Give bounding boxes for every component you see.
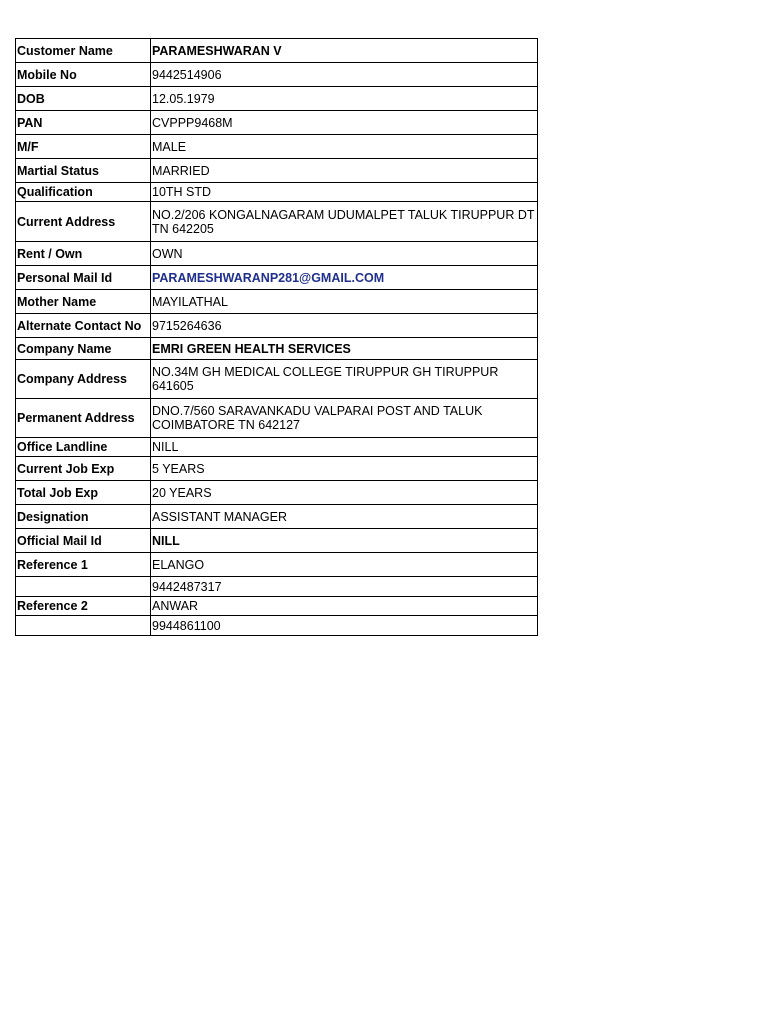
field-label: Mobile No bbox=[16, 63, 151, 87]
table-row bbox=[16, 159, 538, 183]
field-label: Qualification bbox=[16, 183, 151, 202]
field-label bbox=[16, 616, 151, 636]
table-row bbox=[16, 438, 538, 457]
table-row bbox=[16, 111, 538, 135]
table-row bbox=[16, 135, 538, 159]
field-value: EMRI GREEN HEALTH SERVICES bbox=[151, 338, 538, 360]
personal-email-link[interactable]: PARAMESHWARANP281@GMAIL.COM bbox=[151, 266, 538, 290]
field-value: PARAMESHWARAN V bbox=[151, 39, 538, 63]
field-value: MALE bbox=[151, 135, 538, 159]
table-row bbox=[16, 314, 538, 338]
table-row bbox=[16, 63, 538, 87]
field-value: NO.34M GH MEDICAL COLLEGE TIRUPPUR GH TIRUPPUR 641605 bbox=[151, 360, 538, 399]
field-value: ANWAR bbox=[151, 597, 538, 616]
field-value: 5 YEARS bbox=[151, 457, 538, 481]
field-label: DOB bbox=[16, 87, 151, 111]
table-row bbox=[16, 529, 538, 553]
field-value: NILL bbox=[151, 438, 538, 457]
field-value: DNO.7/560 SARAVANKADU VALPARAI POST AND TALUK COIMBATORE TN 642127 bbox=[151, 399, 538, 438]
field-value: OWN bbox=[151, 242, 538, 266]
field-value: NO.2/206 KONGALNAGARAM UDUMALPET TALUK TIRUPPUR DT TN 642205 bbox=[151, 202, 538, 242]
field-label bbox=[16, 577, 151, 597]
field-value: 9442514906 bbox=[151, 63, 538, 87]
table-row bbox=[16, 616, 538, 636]
table-row bbox=[16, 360, 538, 399]
field-value: ELANGO bbox=[151, 553, 538, 577]
field-label: Current Address bbox=[16, 202, 151, 242]
table-row bbox=[16, 202, 538, 242]
field-value: MARRIED bbox=[151, 159, 538, 183]
table-row bbox=[16, 457, 538, 481]
field-label: Rent / Own bbox=[16, 242, 151, 266]
table-row bbox=[16, 399, 538, 438]
field-label: Reference 1 bbox=[16, 553, 151, 577]
field-value: 12.05.1979 bbox=[151, 87, 538, 111]
field-value: 9442487317 bbox=[151, 577, 538, 597]
field-label: PAN bbox=[16, 111, 151, 135]
table-row bbox=[16, 553, 538, 577]
field-value: 20 YEARS bbox=[151, 481, 538, 505]
field-value: MAYILATHAL bbox=[151, 290, 538, 314]
field-label: Designation bbox=[16, 505, 151, 529]
table-row bbox=[16, 597, 538, 616]
table-row bbox=[16, 266, 538, 290]
field-label: Company Name bbox=[16, 338, 151, 360]
table-row bbox=[16, 577, 538, 597]
field-label: Company Address bbox=[16, 360, 151, 399]
table-row bbox=[16, 290, 538, 314]
field-label: Office Landline bbox=[16, 438, 151, 457]
field-label: Official Mail Id bbox=[16, 529, 151, 553]
field-value: 9715264636 bbox=[151, 314, 538, 338]
field-value: 9944861100 bbox=[151, 616, 538, 636]
customer-details-table bbox=[15, 38, 538, 636]
field-label: Alternate Contact No bbox=[16, 314, 151, 338]
field-value: NILL bbox=[151, 529, 538, 553]
field-label: Current Job Exp bbox=[16, 457, 151, 481]
field-label: Permanent Address bbox=[16, 399, 151, 438]
field-label: Mother Name bbox=[16, 290, 151, 314]
table-row bbox=[16, 505, 538, 529]
table-row bbox=[16, 242, 538, 266]
field-value: ASSISTANT MANAGER bbox=[151, 505, 538, 529]
field-label: Martial Status bbox=[16, 159, 151, 183]
field-label: Personal Mail Id bbox=[16, 266, 151, 290]
field-value: CVPPP9468M bbox=[151, 111, 538, 135]
field-label: M/F bbox=[16, 135, 151, 159]
table-row bbox=[16, 87, 538, 111]
field-label: Customer Name bbox=[16, 39, 151, 63]
table-row bbox=[16, 338, 538, 360]
table-row bbox=[16, 39, 538, 63]
field-label: Total Job Exp bbox=[16, 481, 151, 505]
table-row bbox=[16, 183, 538, 202]
field-value: 10TH STD bbox=[151, 183, 538, 202]
table-row bbox=[16, 481, 538, 505]
field-label: Reference 2 bbox=[16, 597, 151, 616]
